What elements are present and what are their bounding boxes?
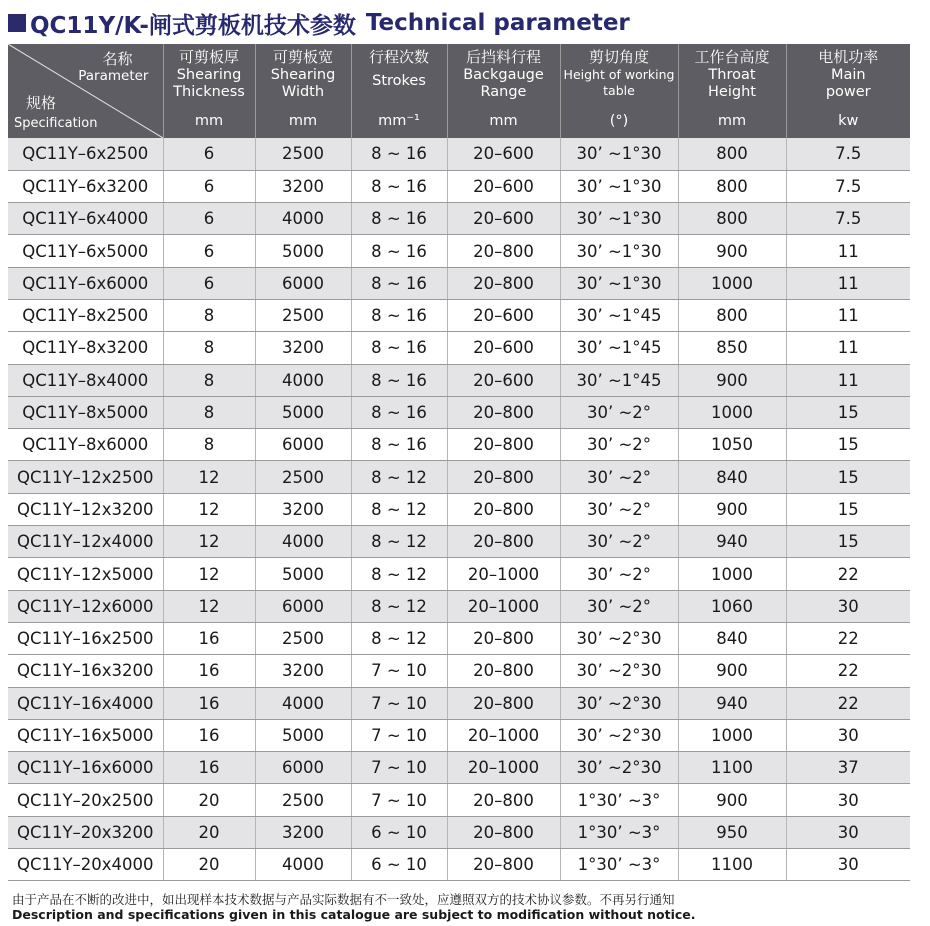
cell-throat: 840 <box>678 461 786 493</box>
cell-throat: 940 <box>678 526 786 558</box>
cell-backgauge: 20–600 <box>447 332 560 364</box>
cell-thickness: 12 <box>163 493 255 525</box>
title-en: Technical parameter <box>365 10 630 36</box>
cell-power: 15 <box>786 526 910 558</box>
cell-width: 6000 <box>255 752 351 784</box>
cell-strokes: 7 ~ 10 <box>351 784 447 816</box>
cell-throat: 900 <box>678 364 786 396</box>
cell-strokes: 7 ~ 10 <box>351 752 447 784</box>
cell-width: 6000 <box>255 590 351 622</box>
header-strokes: 行程次数 Strokes mm⁻¹ <box>351 44 447 138</box>
table-row <box>8 526 910 558</box>
cell-model: QC11Y–8x6000 <box>8 429 163 461</box>
cell-strokes: 8 ~ 16 <box>351 235 447 267</box>
cell-strokes: 6 ~ 10 <box>351 849 447 881</box>
cell-angle: 30’ ~1°45 <box>560 364 678 396</box>
table-row <box>8 364 910 396</box>
cell-thickness: 12 <box>163 461 255 493</box>
table-row <box>8 590 910 622</box>
cell-angle: 30’ ~2° <box>560 461 678 493</box>
cell-model: QC11Y–16x5000 <box>8 719 163 751</box>
cell-width: 4000 <box>255 203 351 235</box>
cell-throat: 1000 <box>678 396 786 428</box>
table-row <box>8 267 910 299</box>
cell-thickness: 16 <box>163 752 255 784</box>
cell-angle: 30’ ~2°30 <box>560 719 678 751</box>
cell-angle: 30’ ~1°30 <box>560 138 678 170</box>
table-row <box>8 138 910 170</box>
cell-thickness: 16 <box>163 687 255 719</box>
footer-note-en: Description and specifications given in this catalogue are subject to modification without notice. <box>12 907 696 922</box>
cell-thickness: 6 <box>163 235 255 267</box>
cell-width: 3200 <box>255 332 351 364</box>
cell-thickness: 6 <box>163 203 255 235</box>
cell-backgauge: 20–600 <box>447 299 560 331</box>
cell-power: 11 <box>786 332 910 364</box>
cell-power: 22 <box>786 687 910 719</box>
cell-model: QC11Y–12x5000 <box>8 558 163 590</box>
cell-angle: 30’ ~2° <box>560 590 678 622</box>
cell-throat: 1100 <box>678 849 786 881</box>
cell-strokes: 7 ~ 10 <box>351 687 447 719</box>
cell-width: 3200 <box>255 655 351 687</box>
cell-angle: 30’ ~2° <box>560 493 678 525</box>
cell-thickness: 6 <box>163 138 255 170</box>
cell-thickness: 16 <box>163 622 255 654</box>
cell-throat: 1060 <box>678 590 786 622</box>
cell-throat: 840 <box>678 622 786 654</box>
cell-throat: 1000 <box>678 719 786 751</box>
cell-width: 2500 <box>255 784 351 816</box>
cell-backgauge: 20–800 <box>447 816 560 848</box>
table-row <box>8 170 910 202</box>
cell-angle: 30’ ~1°30 <box>560 267 678 299</box>
cell-backgauge: 20–800 <box>447 461 560 493</box>
spec-table <box>8 44 910 881</box>
cell-thickness: 8 <box>163 396 255 428</box>
cell-strokes: 8 ~ 16 <box>351 332 447 364</box>
cell-strokes: 8 ~ 16 <box>351 429 447 461</box>
cell-strokes: 8 ~ 12 <box>351 526 447 558</box>
cell-power: 22 <box>786 622 910 654</box>
cell-strokes: 8 ~ 16 <box>351 170 447 202</box>
table-row <box>8 493 910 525</box>
cell-thickness: 8 <box>163 429 255 461</box>
table-row <box>8 235 910 267</box>
cell-backgauge: 20–800 <box>447 526 560 558</box>
cell-angle: 30’ ~1°45 <box>560 332 678 364</box>
cell-backgauge: 20–1000 <box>447 719 560 751</box>
cell-width: 3200 <box>255 493 351 525</box>
cell-width: 3200 <box>255 170 351 202</box>
cell-strokes: 7 ~ 10 <box>351 655 447 687</box>
cell-angle: 30’ ~2° <box>560 429 678 461</box>
cell-strokes: 8 ~ 12 <box>351 493 447 525</box>
cell-model: QC11Y–8x2500 <box>8 299 163 331</box>
cell-angle: 30’ ~2°30 <box>560 687 678 719</box>
cell-power: 22 <box>786 655 910 687</box>
header-throat-height: 工作台高度 Throat Height mm <box>678 44 786 138</box>
table-row <box>8 687 910 719</box>
cell-power: 11 <box>786 235 910 267</box>
cell-model: QC11Y–12x6000 <box>8 590 163 622</box>
cell-backgauge: 20–800 <box>447 429 560 461</box>
cell-thickness: 8 <box>163 299 255 331</box>
cell-throat: 800 <box>678 138 786 170</box>
header-backgauge: 后挡料行程 Backgauge Range mm <box>447 44 560 138</box>
corner-bottom-en: Specification <box>14 116 98 131</box>
header-thickness: 可剪板厚 Shearing Thickness mm <box>163 44 255 138</box>
cell-thickness: 20 <box>163 816 255 848</box>
header-row <box>8 44 910 138</box>
cell-width: 3200 <box>255 816 351 848</box>
cell-throat: 950 <box>678 816 786 848</box>
cell-power: 30 <box>786 590 910 622</box>
cell-angle: 30’ ~1°30 <box>560 170 678 202</box>
cell-angle: 30’ ~2°30 <box>560 752 678 784</box>
cell-power: 7.5 <box>786 170 910 202</box>
cell-model: QC11Y–8x4000 <box>8 364 163 396</box>
cell-power: 30 <box>786 816 910 848</box>
cell-power: 7.5 <box>786 203 910 235</box>
cell-width: 2500 <box>255 138 351 170</box>
cell-backgauge: 20–600 <box>447 170 560 202</box>
cell-model: QC11Y–6x6000 <box>8 267 163 299</box>
cell-model: QC11Y–16x3200 <box>8 655 163 687</box>
cell-throat: 800 <box>678 203 786 235</box>
cell-width: 4000 <box>255 364 351 396</box>
cell-thickness: 8 <box>163 332 255 364</box>
cell-thickness: 16 <box>163 719 255 751</box>
cell-angle: 30’ ~1°30 <box>560 203 678 235</box>
title-cn: QC11Y/K-闸式剪板机技术参数 <box>30 12 356 39</box>
cell-model: QC11Y–12x4000 <box>8 526 163 558</box>
cell-strokes: 8 ~ 16 <box>351 299 447 331</box>
cell-angle: 1°30’ ~3° <box>560 784 678 816</box>
cell-power: 15 <box>786 461 910 493</box>
cell-width: 6000 <box>255 429 351 461</box>
cell-power: 22 <box>786 558 910 590</box>
cell-backgauge: 20–800 <box>447 849 560 881</box>
cell-backgauge: 20–600 <box>447 203 560 235</box>
cell-backgauge: 20–600 <box>447 364 560 396</box>
cell-power: 11 <box>786 267 910 299</box>
cell-angle: 30’ ~2°30 <box>560 655 678 687</box>
cell-backgauge: 20–800 <box>447 396 560 428</box>
cell-throat: 1000 <box>678 267 786 299</box>
cell-throat: 850 <box>678 332 786 364</box>
cell-backgauge: 20–800 <box>447 267 560 299</box>
cell-angle: 30’ ~2°30 <box>560 622 678 654</box>
cell-model: QC11Y–12x3200 <box>8 493 163 525</box>
corner-bottom-cn: 规格 <box>26 94 57 112</box>
cell-strokes: 8 ~ 16 <box>351 267 447 299</box>
table-row <box>8 784 910 816</box>
cell-model: QC11Y–6x5000 <box>8 235 163 267</box>
table-row <box>8 203 910 235</box>
cell-angle: 30’ ~1°30 <box>560 235 678 267</box>
cell-strokes: 7 ~ 10 <box>351 719 447 751</box>
cell-strokes: 8 ~ 12 <box>351 558 447 590</box>
cell-throat: 940 <box>678 687 786 719</box>
cell-throat: 900 <box>678 655 786 687</box>
header-width: 可剪板宽 Shearing Width mm <box>255 44 351 138</box>
cell-backgauge: 20–1000 <box>447 752 560 784</box>
page-title <box>8 6 630 40</box>
cell-strokes: 8 ~ 16 <box>351 364 447 396</box>
cell-power: 11 <box>786 299 910 331</box>
cell-strokes: 8 ~ 12 <box>351 590 447 622</box>
cell-model: QC11Y–20x2500 <box>8 784 163 816</box>
table-row <box>8 849 910 881</box>
table-row <box>8 622 910 654</box>
cell-angle: 30’ ~2° <box>560 396 678 428</box>
table-row <box>8 429 910 461</box>
cell-thickness: 12 <box>163 590 255 622</box>
cell-width: 2500 <box>255 622 351 654</box>
cell-model: QC11Y–16x4000 <box>8 687 163 719</box>
cell-throat: 900 <box>678 493 786 525</box>
spec-table-body <box>8 138 910 881</box>
cell-width: 5000 <box>255 558 351 590</box>
cell-strokes: 6 ~ 10 <box>351 816 447 848</box>
cell-thickness: 20 <box>163 849 255 881</box>
cell-throat: 800 <box>678 170 786 202</box>
cell-throat: 800 <box>678 299 786 331</box>
cell-model: QC11Y–16x6000 <box>8 752 163 784</box>
cell-width: 5000 <box>255 235 351 267</box>
cell-backgauge: 20–800 <box>447 235 560 267</box>
title-square-icon <box>8 14 26 32</box>
table-row <box>8 299 910 331</box>
cell-thickness: 20 <box>163 784 255 816</box>
cell-thickness: 8 <box>163 364 255 396</box>
cell-width: 4000 <box>255 849 351 881</box>
cell-strokes: 8 ~ 12 <box>351 461 447 493</box>
cell-strokes: 8 ~ 16 <box>351 138 447 170</box>
cell-model: QC11Y–6x4000 <box>8 203 163 235</box>
cell-angle: 30’ ~2° <box>560 558 678 590</box>
cell-power: 15 <box>786 493 910 525</box>
cell-backgauge: 20–800 <box>447 622 560 654</box>
cell-backgauge: 20–600 <box>447 138 560 170</box>
cell-thickness: 12 <box>163 526 255 558</box>
cell-model: QC11Y–8x3200 <box>8 332 163 364</box>
cell-backgauge: 20–800 <box>447 493 560 525</box>
cell-power: 30 <box>786 719 910 751</box>
cell-model: QC11Y–12x2500 <box>8 461 163 493</box>
cell-power: 15 <box>786 396 910 428</box>
corner-top-en: Parameter <box>78 68 149 84</box>
table-row <box>8 332 910 364</box>
table-row <box>8 752 910 784</box>
header-corner <box>8 44 163 138</box>
cell-throat: 1000 <box>678 558 786 590</box>
cell-strokes: 8 ~ 16 <box>351 396 447 428</box>
cell-backgauge: 20–800 <box>447 784 560 816</box>
cell-thickness: 16 <box>163 655 255 687</box>
cell-strokes: 8 ~ 16 <box>351 203 447 235</box>
cell-thickness: 6 <box>163 170 255 202</box>
cell-power: 37 <box>786 752 910 784</box>
table-row <box>8 719 910 751</box>
header-main-power: 电机功率 Main power kw <box>786 44 910 138</box>
header-shear-angle: 剪切角度 Height of working table (°) <box>560 44 678 138</box>
cell-throat: 1050 <box>678 429 786 461</box>
table-row <box>8 558 910 590</box>
cell-throat: 1100 <box>678 752 786 784</box>
cell-power: 11 <box>786 364 910 396</box>
cell-backgauge: 20–800 <box>447 655 560 687</box>
cell-thickness: 6 <box>163 267 255 299</box>
cell-power: 30 <box>786 849 910 881</box>
cell-angle: 30’ ~2° <box>560 526 678 558</box>
cell-width: 5000 <box>255 396 351 428</box>
cell-model: QC11Y–6x3200 <box>8 170 163 202</box>
cell-width: 4000 <box>255 526 351 558</box>
table-row <box>8 396 910 428</box>
cell-width: 2500 <box>255 299 351 331</box>
cell-model: QC11Y–16x2500 <box>8 622 163 654</box>
cell-backgauge: 20–800 <box>447 687 560 719</box>
cell-throat: 900 <box>678 235 786 267</box>
cell-angle: 1°30’ ~3° <box>560 849 678 881</box>
cell-width: 5000 <box>255 719 351 751</box>
cell-model: QC11Y–20x3200 <box>8 816 163 848</box>
table-row <box>8 816 910 848</box>
footer-note-cn: 由于产品在不断的改进中，如出现样本技术数据与产品实际数据有不一致处，应遵照双方的技术协议参数。不再另行通知 <box>12 892 675 907</box>
cell-power: 15 <box>786 429 910 461</box>
cell-backgauge: 20–1000 <box>447 590 560 622</box>
corner-top-cn: 名称 <box>102 50 133 68</box>
cell-model: QC11Y–6x2500 <box>8 138 163 170</box>
cell-strokes: 8 ~ 12 <box>351 622 447 654</box>
cell-power: 7.5 <box>786 138 910 170</box>
cell-model: QC11Y–20x4000 <box>8 849 163 881</box>
cell-model: QC11Y–8x5000 <box>8 396 163 428</box>
cell-width: 2500 <box>255 461 351 493</box>
cell-width: 4000 <box>255 687 351 719</box>
cell-throat: 900 <box>678 784 786 816</box>
table-row <box>8 655 910 687</box>
cell-angle: 1°30’ ~3° <box>560 816 678 848</box>
cell-backgauge: 20–1000 <box>447 558 560 590</box>
cell-thickness: 12 <box>163 558 255 590</box>
table-row <box>8 461 910 493</box>
cell-width: 6000 <box>255 267 351 299</box>
cell-angle: 30’ ~1°45 <box>560 299 678 331</box>
cell-power: 30 <box>786 784 910 816</box>
